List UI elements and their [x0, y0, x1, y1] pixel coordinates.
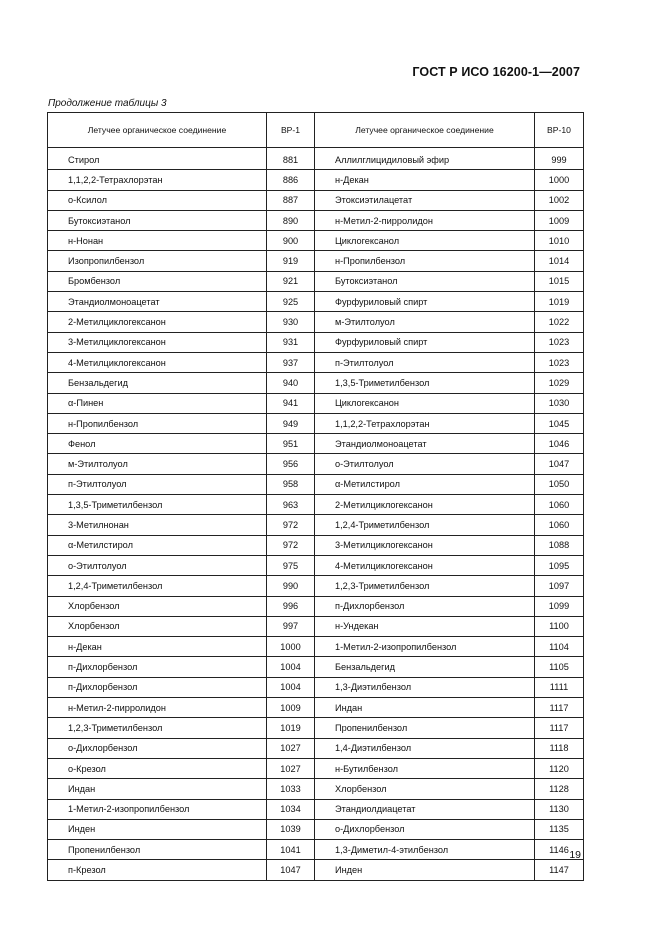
compound-bp1-cell: Индан — [48, 779, 267, 799]
bp1-index-cell: 1000 — [267, 637, 315, 657]
table-row — [48, 860, 584, 880]
compound-bp1-cell: 3-Метилнонан — [48, 515, 267, 535]
bp10-index-cell: 1095 — [535, 555, 584, 575]
bp1-index-cell: 975 — [267, 555, 315, 575]
bp10-index-cell: 1030 — [535, 393, 584, 413]
bp1-index-cell: 958 — [267, 474, 315, 494]
compound-bp1-cell: 3-Метилциклогексанон — [48, 332, 267, 352]
compound-bp10-cell: 1,1,2,2-Тетрахлорэтан — [315, 413, 535, 433]
bp1-index-cell: 900 — [267, 231, 315, 251]
compound-bp10-cell: Этандиолдиацетат — [315, 799, 535, 819]
compound-bp10-cell: Циклогексанол — [315, 231, 535, 251]
compound-bp10-cell: 1,3-Диэтилбензол — [315, 677, 535, 697]
compound-bp1-cell: Стирол — [48, 148, 267, 170]
bp1-index-cell: 1033 — [267, 779, 315, 799]
compound-bp1-cell: 4-Метилциклогексанон — [48, 352, 267, 372]
table-row — [48, 292, 584, 312]
compound-bp1-cell: Хлорбензол — [48, 596, 267, 616]
table-row — [48, 677, 584, 697]
table-row — [48, 352, 584, 372]
compound-bp1-cell: м-Этилтолуол — [48, 454, 267, 474]
compound-bp1-cell: п-Этилтолуол — [48, 474, 267, 494]
compound-bp1-cell: Инден — [48, 819, 267, 839]
table-row — [48, 474, 584, 494]
compound-bp10-cell: 1,3-Диметил-4-этилбензол — [315, 840, 535, 860]
compound-bp1-cell: о-Крезол — [48, 758, 267, 778]
bp1-index-cell: 972 — [267, 515, 315, 535]
bp1-index-cell: 925 — [267, 292, 315, 312]
compound-bp1-cell: о-Этилтолуол — [48, 555, 267, 575]
bp1-index-cell: 997 — [267, 616, 315, 636]
bp1-index-cell: 919 — [267, 251, 315, 271]
bp1-index-cell: 972 — [267, 535, 315, 555]
bp10-index-cell: 1117 — [535, 718, 584, 738]
table-row — [48, 698, 584, 718]
compound-bp1-cell: п-Крезол — [48, 860, 267, 880]
compound-bp10-cell: Хлорбензол — [315, 779, 535, 799]
bp1-index-cell: 1004 — [267, 657, 315, 677]
compound-bp10-cell: 1,2,4-Триметилбензол — [315, 515, 535, 535]
bp10-index-cell: 1045 — [535, 413, 584, 433]
compound-bp10-cell: 1,2,3-Триметилбензол — [315, 576, 535, 596]
table-row — [48, 555, 584, 575]
table-row — [48, 190, 584, 210]
bp10-index-cell: 1118 — [535, 738, 584, 758]
bp10-index-cell: 1009 — [535, 210, 584, 230]
bp10-index-cell: 1100 — [535, 616, 584, 636]
compound-bp10-cell: 1,4-Диэтилбензол — [315, 738, 535, 758]
table-row — [48, 738, 584, 758]
bp10-index-cell: 1047 — [535, 454, 584, 474]
compound-bp10-cell: Фурфуриловый спирт — [315, 292, 535, 312]
compound-bp10-cell: α-Метилстирол — [315, 474, 535, 494]
compound-bp1-cell: н-Пропилбензол — [48, 413, 267, 433]
table-row — [48, 210, 584, 230]
compound-bp10-cell: Этоксиэтилацетат — [315, 190, 535, 210]
compound-bp10-cell: Бутоксиэтанол — [315, 271, 535, 291]
table-row — [48, 312, 584, 332]
bp10-index-cell: 1000 — [535, 170, 584, 190]
table-row — [48, 393, 584, 413]
compound-bp1-cell: Бутоксиэтанол — [48, 210, 267, 230]
compound-bp10-cell: Фурфуриловый спирт — [315, 332, 535, 352]
compound-bp10-cell: о-Этилтолуол — [315, 454, 535, 474]
compound-bp10-cell: 3-Метилциклогексанон — [315, 535, 535, 555]
column-header-bp1: BP-1 — [267, 113, 315, 148]
bp10-index-cell: 1097 — [535, 576, 584, 596]
table-row — [48, 535, 584, 555]
bp10-index-cell: 1104 — [535, 637, 584, 657]
table-row — [48, 819, 584, 839]
bp1-index-cell: 951 — [267, 434, 315, 454]
compound-bp10-cell: п-Этилтолуол — [315, 352, 535, 372]
table-row — [48, 495, 584, 515]
table-row — [48, 799, 584, 819]
bp1-index-cell: 990 — [267, 576, 315, 596]
compound-bp1-cell: о-Дихлорбензол — [48, 738, 267, 758]
compound-bp10-cell: Индан — [315, 698, 535, 718]
bp10-index-cell: 1111 — [535, 677, 584, 697]
table-row — [48, 718, 584, 738]
bp1-index-cell: 949 — [267, 413, 315, 433]
table-header-row — [48, 113, 584, 148]
bp10-index-cell: 1010 — [535, 231, 584, 251]
bp1-index-cell: 1047 — [267, 860, 315, 880]
table-row — [48, 596, 584, 616]
bp1-index-cell: 963 — [267, 495, 315, 515]
compound-bp1-cell: Бензальдегид — [48, 373, 267, 393]
compound-bp10-cell: 1-Метил-2-изопропилбензол — [315, 637, 535, 657]
compound-bp10-cell: 2-Метилциклогексанон — [315, 495, 535, 515]
bp10-index-cell: 1022 — [535, 312, 584, 332]
bp1-index-cell: 1034 — [267, 799, 315, 819]
bp10-index-cell: 1014 — [535, 251, 584, 271]
bp1-index-cell: 1041 — [267, 840, 315, 860]
table-row — [48, 840, 584, 860]
bp1-index-cell: 1004 — [267, 677, 315, 697]
compound-bp10-cell: 1,3,5-Триметилбензол — [315, 373, 535, 393]
bp1-index-cell: 940 — [267, 373, 315, 393]
compound-bp1-cell: н-Нонан — [48, 231, 267, 251]
compound-bp1-cell: Фенол — [48, 434, 267, 454]
table-row — [48, 332, 584, 352]
compound-bp1-cell: 1,2,4-Триметилбензол — [48, 576, 267, 596]
compound-bp1-cell: п-Дихлорбензол — [48, 677, 267, 697]
bp10-index-cell: 1015 — [535, 271, 584, 291]
bp1-index-cell: 937 — [267, 352, 315, 372]
bp10-index-cell: 1135 — [535, 819, 584, 839]
table-row — [48, 251, 584, 271]
table-row — [48, 434, 584, 454]
bp10-index-cell: 1046 — [535, 434, 584, 454]
table-row — [48, 657, 584, 677]
compound-bp10-cell: н-Бутилбензол — [315, 758, 535, 778]
bp10-index-cell: 1088 — [535, 535, 584, 555]
bp10-index-cell: 1105 — [535, 657, 584, 677]
bp10-index-cell: 1019 — [535, 292, 584, 312]
bp10-index-cell: 1029 — [535, 373, 584, 393]
compound-bp1-cell: Этандиолмоноацетат — [48, 292, 267, 312]
column-header-bp10: BP-10 — [535, 113, 584, 148]
table-row — [48, 170, 584, 190]
page-number: 19 — [569, 849, 581, 861]
table-row — [48, 148, 584, 170]
bp10-index-cell: 1050 — [535, 474, 584, 494]
compound-bp10-cell: 4-Метилциклогексанон — [315, 555, 535, 575]
bp1-index-cell: 996 — [267, 596, 315, 616]
compound-bp10-cell: Циклогексанон — [315, 393, 535, 413]
table-caption: Продолжение таблицы 3 — [48, 98, 167, 109]
bp1-index-cell: 1027 — [267, 738, 315, 758]
compound-bp10-cell: н-Ундекан — [315, 616, 535, 636]
bp10-index-cell: 1023 — [535, 352, 584, 372]
bp1-index-cell: 931 — [267, 332, 315, 352]
compound-bp10-cell: п-Дихлорбензол — [315, 596, 535, 616]
bp1-index-cell: 930 — [267, 312, 315, 332]
table-row — [48, 271, 584, 291]
bp10-index-cell: 1117 — [535, 698, 584, 718]
compound-bp10-cell: Пропенилбензол — [315, 718, 535, 738]
document-header: ГОСТ Р ИСО 16200-1—2007 — [412, 65, 580, 79]
compound-bp1-cell: Бромбензол — [48, 271, 267, 291]
bp10-index-cell: 1023 — [535, 332, 584, 352]
compound-bp10-cell: о-Дихлорбензол — [315, 819, 535, 839]
bp10-index-cell: 1147 — [535, 860, 584, 880]
bp1-index-cell: 1019 — [267, 718, 315, 738]
compound-bp1-cell: Хлорбензол — [48, 616, 267, 636]
compound-bp10-cell: н-Пропилбензол — [315, 251, 535, 271]
bp1-index-cell: 1027 — [267, 758, 315, 778]
bp10-index-cell: 1099 — [535, 596, 584, 616]
compound-bp1-cell: Пропенилбензол — [48, 840, 267, 860]
bp1-index-cell: 886 — [267, 170, 315, 190]
bp10-index-cell: 1060 — [535, 495, 584, 515]
compound-bp10-cell: Инден — [315, 860, 535, 880]
table-row — [48, 231, 584, 251]
table-row — [48, 616, 584, 636]
column-header-compound-2: Летучее органическое соединение — [315, 113, 535, 148]
compound-bp1-cell: α-Метилстирол — [48, 535, 267, 555]
bp1-index-cell: 921 — [267, 271, 315, 291]
compound-bp1-cell: н-Декан — [48, 637, 267, 657]
voc-retention-table — [47, 112, 584, 881]
bp1-index-cell: 941 — [267, 393, 315, 413]
table-row — [48, 758, 584, 778]
compound-bp1-cell: Изопропилбензол — [48, 251, 267, 271]
bp10-index-cell: 1128 — [535, 779, 584, 799]
compound-bp1-cell: 2-Метилциклогексанон — [48, 312, 267, 332]
compound-bp1-cell: 1,3,5-Триметилбензол — [48, 495, 267, 515]
bp1-index-cell: 887 — [267, 190, 315, 210]
compound-bp1-cell: α-Пинен — [48, 393, 267, 413]
column-header-compound-1: Летучее органическое соединение — [48, 113, 267, 148]
compound-bp10-cell: м-Этилтолуол — [315, 312, 535, 332]
table-row — [48, 515, 584, 535]
compound-bp1-cell: 1,1,2,2-Тетрахлорэтан — [48, 170, 267, 190]
bp10-index-cell: 999 — [535, 148, 584, 170]
table-row — [48, 637, 584, 657]
compound-bp10-cell: Аллилглицидиловый эфир — [315, 148, 535, 170]
compound-bp1-cell: о-Ксилол — [48, 190, 267, 210]
bp1-index-cell: 1039 — [267, 819, 315, 839]
table-body — [48, 148, 584, 881]
compound-bp10-cell: н-Декан — [315, 170, 535, 190]
table-row — [48, 413, 584, 433]
compound-bp10-cell: Этандиолмоноацетат — [315, 434, 535, 454]
table-row — [48, 454, 584, 474]
table-row — [48, 576, 584, 596]
compound-bp1-cell: 1-Метил-2-изопропилбензол — [48, 799, 267, 819]
compound-bp1-cell: н-Метил-2-пирролидон — [48, 698, 267, 718]
table-row — [48, 779, 584, 799]
bp10-index-cell: 1146 — [535, 840, 584, 860]
compound-bp10-cell: Бензальдегид — [315, 657, 535, 677]
compound-bp1-cell: п-Дихлорбензол — [48, 657, 267, 677]
table-row — [48, 373, 584, 393]
bp1-index-cell: 881 — [267, 148, 315, 170]
bp1-index-cell: 1009 — [267, 698, 315, 718]
bp1-index-cell: 956 — [267, 454, 315, 474]
compound-bp1-cell: 1,2,3-Триметилбензол — [48, 718, 267, 738]
bp10-index-cell: 1002 — [535, 190, 584, 210]
bp10-index-cell: 1130 — [535, 799, 584, 819]
bp10-index-cell: 1120 — [535, 758, 584, 778]
bp10-index-cell: 1060 — [535, 515, 584, 535]
compound-bp10-cell: н-Метил-2-пирролидон — [315, 210, 535, 230]
bp1-index-cell: 890 — [267, 210, 315, 230]
